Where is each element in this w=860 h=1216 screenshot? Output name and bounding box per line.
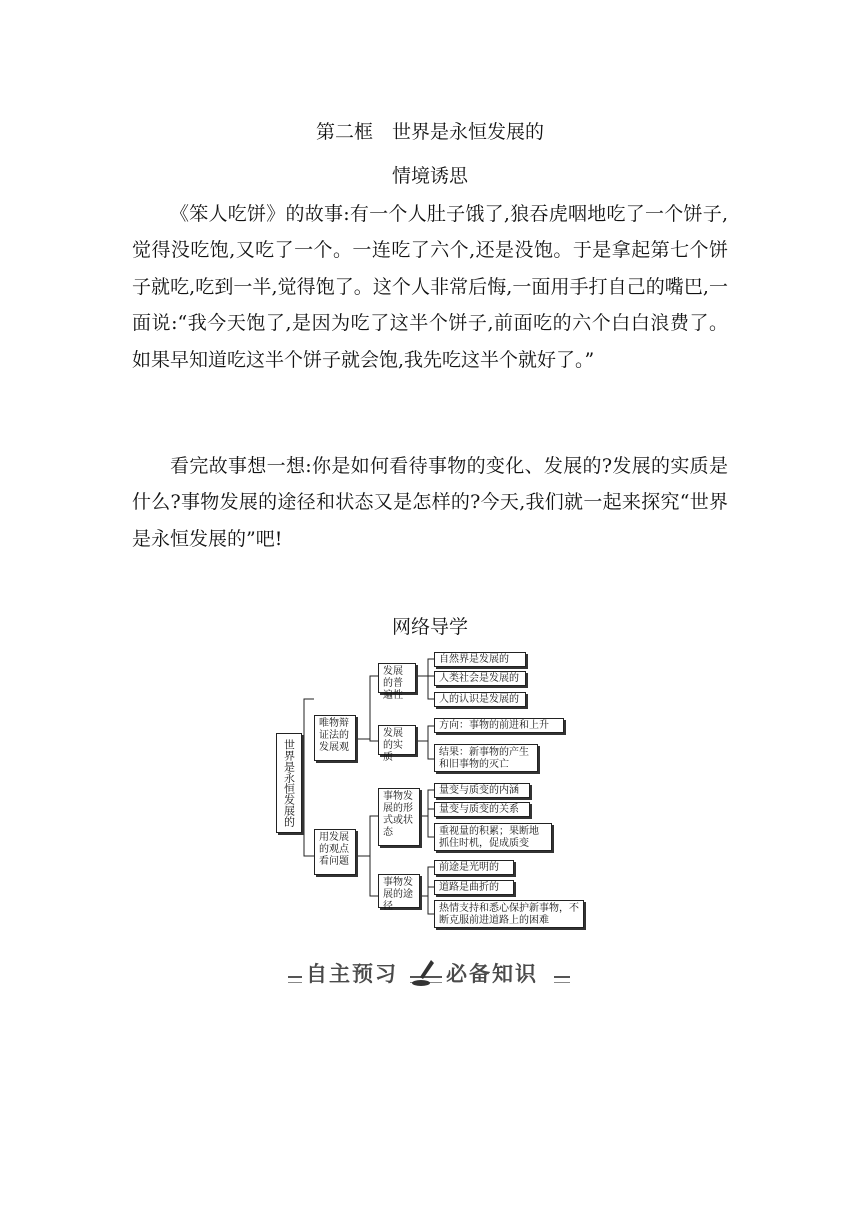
mindmap-leaf: 人类社会是发展的 (434, 671, 526, 686)
mindmap-leaf: 前途是光明的 (434, 860, 514, 875)
section-heading-guide: 网络导学 (391, 616, 468, 638)
mindmap-leaf: 人的认识是发展的 (434, 692, 526, 707)
mindmap-branch-dialectics: 唯物辩证法的发展观 (314, 715, 356, 761)
mindmap-leaf: 道路是曲折的 (434, 880, 514, 895)
mindmap-root: 世界是永恒发展的 (276, 733, 302, 833)
banner-left-text: 自主预习 (306, 962, 398, 986)
section-heading-situation: 情境诱思 (391, 165, 468, 187)
mindmap-node-forms: 事物发展的形式或状态 (378, 788, 420, 846)
pen-ink-icon (410, 958, 440, 988)
mindmap-leaf: 结果：新事物的产生和旧事物的灭亡 (434, 744, 538, 772)
mindmap-leaf: 量变与质变的关系 (434, 802, 530, 817)
mindmap-connectors (270, 651, 590, 933)
section-banner (288, 958, 570, 988)
banner-right-text: 必备知识 (446, 962, 538, 986)
mindmap-leaf: 热情支持和悉心保护新事物，不断克服前进道路上的困难 (434, 900, 584, 928)
mindmap-leaf: 方向：事物的前进和上升 (434, 718, 564, 733)
page-title: 第二框 世界是永恒发展的 (315, 121, 544, 143)
mindmap-branch-perspective: 用发展的观点看问题 (314, 829, 356, 875)
concept-mindmap (270, 651, 590, 933)
story-paragraph: 《笨人吃饼》的故事:有一个人肚子饿了,狼吞虎咽地吃了一个饼子,觉得没吃饱,又吃了一个。一连吃了六个,还是没饱。于是拿起第七个饼子就吃,吃到一半,觉得饱了。这个人非常后悔,一面用手打自己的嘴巴,一面说:“我今天饱了,是因为吃了这半个饼子,前面吃的六个白白浪费了。如果早知道吃这半个饼子就会饱,我先吃这半个就好了。” (132, 203, 728, 371)
mindmap-node-universality: 发展的普遍性 (378, 663, 416, 693)
mindmap-leaf: 重视量的积累；果断地抓住时机，促成质变 (434, 823, 552, 851)
mindmap-leaf: 量变与质变的内涵 (434, 783, 530, 798)
mindmap-leaf: 自然界是发展的 (434, 652, 526, 667)
mindmap-node-path: 事物发展的途径 (378, 874, 420, 908)
question-paragraph: 看完故事想一想:你是如何看待事物的变化、发展的?发展的实质是什么?事物发展的途径和状态又是怎样的?今天,我们就一起来探究“世界是永恒发展的”吧! (132, 455, 728, 550)
mindmap-node-essence: 发展的实质 (378, 725, 416, 755)
